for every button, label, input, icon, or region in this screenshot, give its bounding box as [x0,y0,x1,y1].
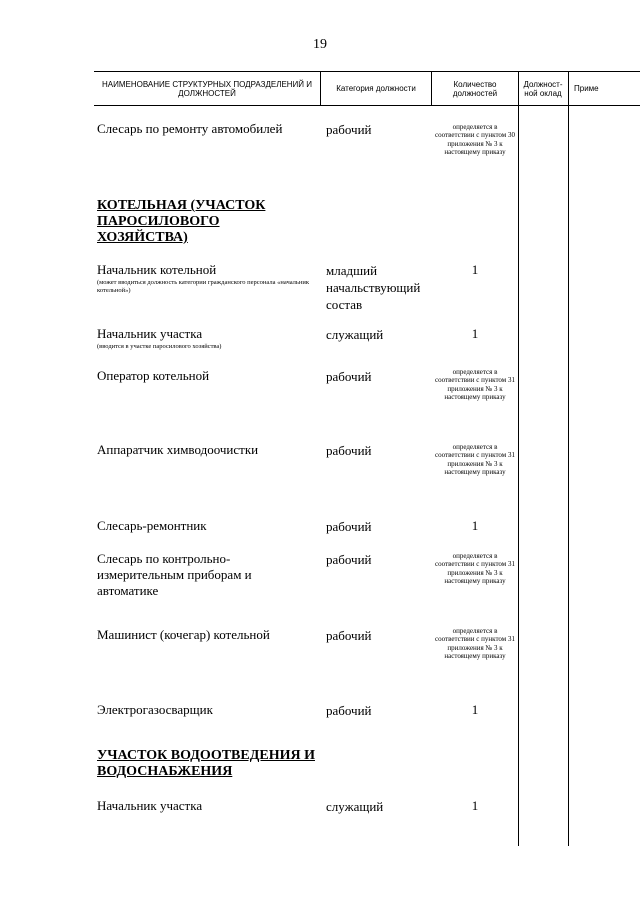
position-quantity: определяется в соответствии с пунктом 31 приложения № 3 к настоящему приказу [435,443,515,477]
position-name: Машинист (кочегар) котельной [97,627,270,642]
position-quantity: 1 [471,262,479,277]
column-separator [568,71,569,846]
position-category: рабочий [326,369,372,384]
position-name: Начальник участка [97,798,203,813]
position-category: рабочий [326,628,372,643]
header-bottom-rule [94,105,640,106]
position-quantity: определяется в соответствии с пунктом 31 приложения № 3 к настоящему приказу [435,368,515,402]
position-quantity: определяется в соответствии с пунктом 30 приложения № 3 к настоящему приказу [435,123,515,157]
header-col-notes: Приме [574,84,599,93]
header-top-rule [94,71,640,72]
position-name: Аппаратчик химводоочистки [97,442,259,457]
header-col-quantity: Количество должностей [452,79,498,98]
section-title: КОТЕЛЬНАЯ (УЧАСТОК ПАРОСИЛОВОГО ХОЗЯЙСТВА) [97,198,266,245]
header-col-name: НАИМЕНОВАНИЕ СТРУКТУРНЫХ ПОДРАЗДЕЛЕНИЙ И ДОЛЖНОСТЕЙ [101,79,313,98]
position-quantity: 1 [471,798,479,813]
position-note: (вводится в участке паросилового хозяйства) [97,343,222,350]
position-name: Слесарь по контрольно-измерительным приборам и автоматике [97,551,252,598]
page-number: 19 [313,37,327,52]
column-separator [431,71,432,105]
header-col-salary: Должност-ной оклад [523,79,563,98]
position-name: Слесарь по ремонту автомобилей [97,121,283,136]
position-category: рабочий [326,122,372,137]
position-quantity: 1 [471,518,479,533]
position-quantity: 1 [471,326,479,341]
position-category: служащий [326,327,384,342]
position-category: младший начальствующий состав [326,263,421,312]
position-category: рабочий [326,703,372,718]
position-category: рабочий [326,519,372,534]
position-quantity: 1 [471,702,479,717]
position-name: Начальник участка [97,326,203,341]
position-name: Электрогазосварщик [97,702,213,717]
position-name: Слесарь-ремонтник [97,518,207,533]
column-separator [320,71,321,105]
position-quantity: определяется в соответствии с пунктом 31 приложения № 3 к настоящему приказу [435,552,515,586]
position-name: Начальник котельной [97,262,217,277]
position-category: рабочий [326,552,372,567]
position-note: (может вводиться должность категории гражданского персонала «начальник котельной») [97,279,309,294]
position-quantity: определяется в соответствии с пунктом 31 приложения № 3 к настоящему приказу [435,627,515,661]
section-title: УЧАСТОК ВОДООТВЕДЕНИЯ И ВОДОСНАБЖЕНИЯ [97,748,315,779]
position-name: Оператор котельной [97,368,210,383]
position-category: рабочий [326,443,372,458]
column-separator [518,71,519,846]
position-category: служащий [326,799,384,814]
header-col-category: Категория должности [336,84,416,93]
